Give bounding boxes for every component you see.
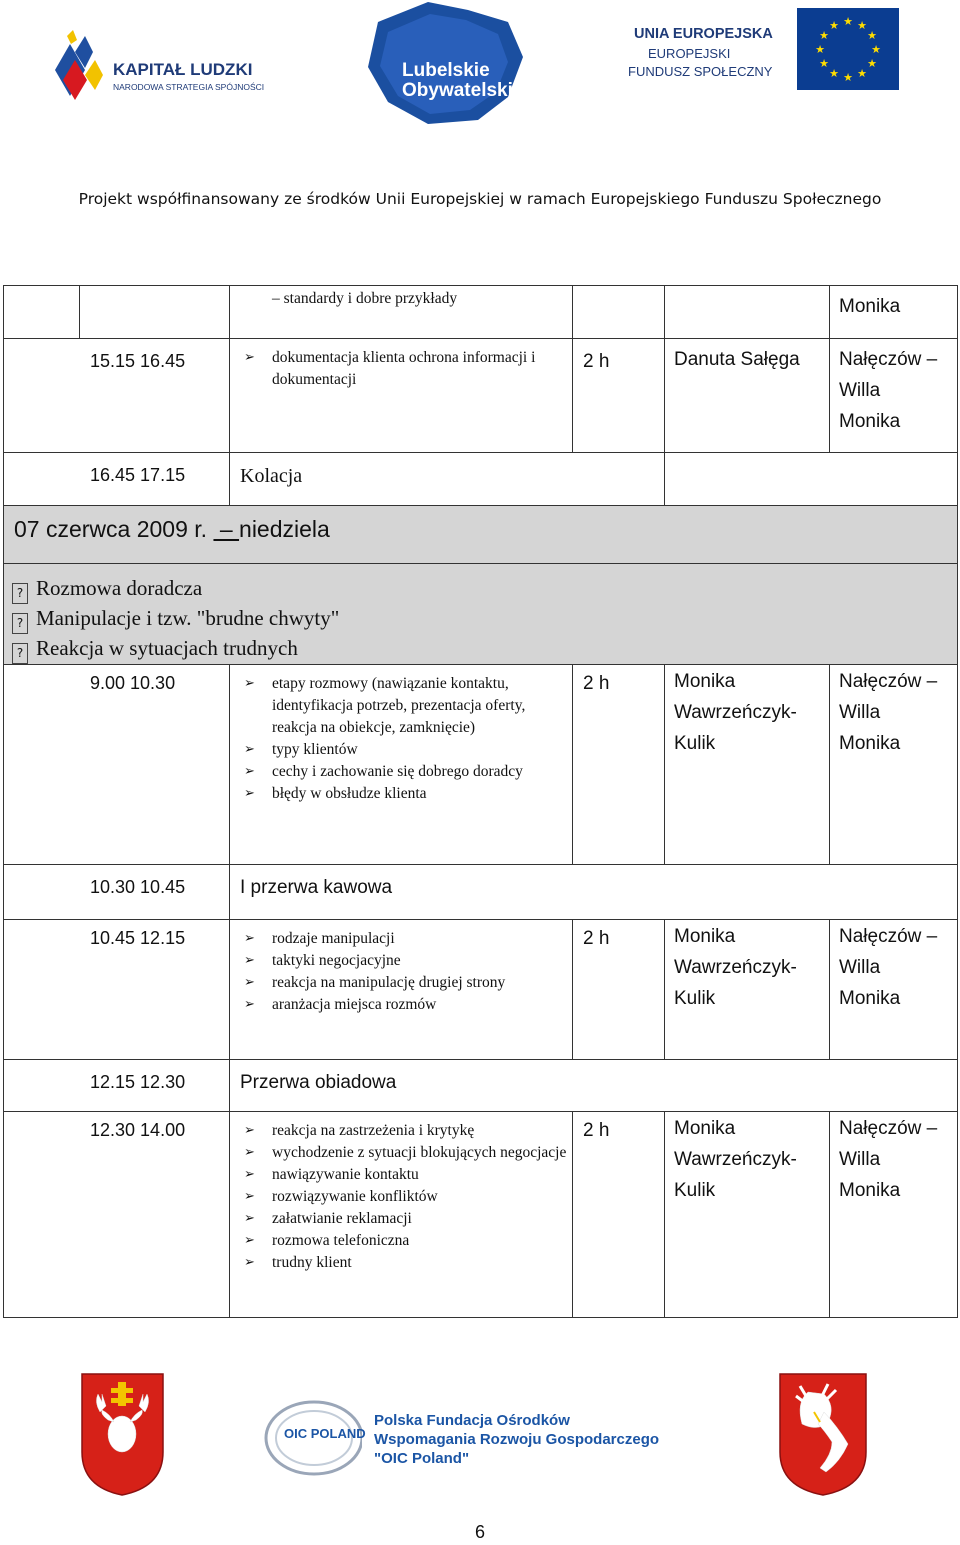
trainer-line: Wawrzeńczyk- <box>674 957 797 978</box>
break-label: I przerwa kawowa <box>230 865 958 920</box>
module-line: Manipulacje i tzw. "brudne chwyty" <box>36 606 340 630</box>
time-cell: 10.45 12.15 <box>4 920 230 1060</box>
table-row <box>4 1060 958 1112</box>
arrow-bullet-icon: ➢ <box>244 764 255 779</box>
arrow-bullet-icon: ➢ <box>244 1255 255 1270</box>
topic-item: ➢ rozwiązywanie konfliktów <box>240 1186 568 1208</box>
place-cell <box>830 665 958 865</box>
table-row <box>4 453 958 506</box>
trainer-line: Monika <box>674 926 736 947</box>
duration-cell: 2 h <box>573 339 665 453</box>
topic-item: ➢ reakcja na zastrzeżenia i krytykę <box>240 1120 568 1142</box>
day-header-row <box>4 506 958 564</box>
svg-text:★: ★ <box>829 19 839 32</box>
table-row <box>4 339 958 453</box>
arrow-bullet-icon: ➢ <box>244 1211 255 1226</box>
county-coat-of-arms-left <box>80 1372 165 1497</box>
table-row <box>4 286 958 339</box>
svg-text:★: ★ <box>819 57 829 70</box>
missing-glyph-icon: ? <box>12 583 28 604</box>
topic-list <box>240 673 568 805</box>
arrow-bullet-icon: ➢ <box>244 1145 255 1160</box>
topic-item: ➢ typy klientów <box>240 739 568 761</box>
topic-item: ➢ aranżacja miejsca rozmów <box>240 994 568 1016</box>
oic-line1: Polska Fundacja Ośrodków <box>374 1412 570 1429</box>
eu-flag-icon <box>797 8 899 90</box>
lubelskie-coat-of-arms-right <box>778 1372 868 1497</box>
trainer-line: Kulik <box>674 988 716 1009</box>
schedule-table <box>3 285 958 1318</box>
trainer-line: Monika <box>674 671 736 692</box>
arrow-bullet-icon: ➢ <box>244 953 255 968</box>
arrow-bullet-icon: ➢ <box>244 1167 255 1182</box>
place-line: Nałęczów – <box>839 349 938 370</box>
topic-list <box>240 347 568 391</box>
trainer-line: Kulik <box>674 733 716 754</box>
place-line: Monika <box>839 411 901 432</box>
topic-item: ➢ dokumentacja klienta ochrona informacji i dokumentacji <box>244 349 536 388</box>
ue-line2: EUROPEJSKI <box>648 46 731 61</box>
lubelskie-text: Lubelskie <box>402 60 490 81</box>
place-line: Nałęczów – <box>839 671 938 692</box>
trainer-cell <box>665 920 830 1060</box>
arrow-bullet-icon: ➢ <box>244 975 255 990</box>
break-label: Przerwa obiadowa <box>230 1060 958 1112</box>
topic-item: ➢ etapy rozmowy (nawiązanie kontaktu, identyfikacja potrzeb, prezentacja oferty, reakcja na obiekcje, zamknięcie) <box>244 675 526 736</box>
kapital-ludzki-title: KAPITAŁ LUDZKI <box>113 60 253 79</box>
place-line: Monika <box>839 733 901 754</box>
svg-text:★: ★ <box>829 67 839 80</box>
table-row <box>4 1112 958 1318</box>
project-cofinancing-text: Projekt współfinansowany ze środków Unii Europejskiej w ramach Europejskiego Funduszu Społecznego <box>78 190 882 208</box>
trainer-line: Monika <box>674 1118 736 1139</box>
svg-text:★: ★ <box>843 15 853 28</box>
arrow-bullet-icon: ➢ <box>244 786 255 801</box>
trainer-cell <box>665 1112 830 1318</box>
kapital-ludzki-subtitle: NARODOWA STRATEGIA SPÓJNOŚCI <box>113 82 265 92</box>
dash-glyph: – <box>213 516 240 542</box>
place-cell <box>830 920 958 1060</box>
trainer-line: Wawrzeńczyk- <box>674 1149 797 1170</box>
topic-item: ➢ reakcja na manipulację drugiej strony <box>240 972 568 994</box>
deer-coat-of-arms-icon <box>80 1372 165 1497</box>
module-header-row <box>4 564 958 665</box>
arrow-bullet-icon: ➢ <box>244 931 255 946</box>
ue-line1: UNIA EUROPEJSKA <box>634 26 773 42</box>
unia-europejska-logo <box>612 8 912 98</box>
topic-item: ➢ nawiązywanie kontaktu <box>240 1164 568 1186</box>
oic-line2: Wspomagania Rozwoju Gospodarczego <box>374 1431 660 1448</box>
table-row <box>4 920 958 1060</box>
svg-text:★: ★ <box>819 29 829 42</box>
trainer-cell: Danuta Sałęga <box>665 339 830 453</box>
time-cell: 12.15 12.30 <box>4 1060 230 1112</box>
place-line: Willa <box>839 1149 881 1170</box>
place-line: Willa <box>839 702 881 723</box>
place-cell <box>830 339 958 453</box>
trainer-line: Kulik <box>674 1180 716 1201</box>
svg-text:★: ★ <box>857 19 867 32</box>
page-number: 6 <box>474 1522 485 1542</box>
meal-label: Kolacja <box>230 453 665 506</box>
topic-item: ➢ załatwianie reklamacji <box>240 1208 568 1230</box>
place-line: Willa <box>839 957 881 978</box>
duration-cell: 2 h <box>573 665 665 865</box>
missing-glyph-icon: ? <box>12 613 28 634</box>
lubelskie-obywatelskie-logo <box>358 2 538 127</box>
trainer-line: Wawrzeńczyk- <box>674 702 797 723</box>
time-cell: 9.00 10.30 <box>4 665 230 865</box>
module-line: Reakcja w sytuacjach trudnych <box>36 636 298 660</box>
arrow-bullet-icon: ➢ <box>244 676 255 691</box>
svg-text:★: ★ <box>857 67 867 80</box>
place-line: Willa <box>839 380 881 401</box>
topic-item: ➢ błędy w obsłudze klienta <box>240 783 568 805</box>
time-cell: 10.30 10.45 <box>4 865 230 920</box>
arrow-bullet-icon: ➢ <box>244 1123 255 1138</box>
duration-cell: 2 h <box>573 920 665 1060</box>
kapital-ludzki-logo <box>55 30 285 110</box>
topic-item: ➢ rozmowa telefoniczna <box>240 1230 568 1252</box>
svg-text:★: ★ <box>871 43 881 56</box>
table-row <box>4 865 958 920</box>
topic-item: ➢ rodzaje manipulacji <box>240 928 568 950</box>
ue-line3: FUNDUSZ SPOŁECZNY <box>628 64 773 79</box>
svg-text:★: ★ <box>867 57 877 70</box>
trainer-cell <box>665 665 830 865</box>
topic-list <box>240 928 568 1016</box>
duration-cell: 2 h <box>573 1112 665 1318</box>
day-title <box>4 506 958 564</box>
time-cell: 15.15 16.45 <box>4 339 230 453</box>
place-line: Nałęczów – <box>839 926 938 947</box>
day-date: 07 czerwca 2009 r. <box>14 516 208 542</box>
oic-line3: "OIC Poland" <box>374 1450 470 1467</box>
module-line: Rozmowa doradcza <box>36 576 203 600</box>
stag-coat-of-arms-icon <box>778 1372 868 1497</box>
module-title <box>4 564 958 665</box>
table-row <box>4 665 958 865</box>
svg-text:★: ★ <box>815 43 825 56</box>
time-cell: 16.45 17.15 <box>4 453 230 506</box>
oic-poland-logo <box>262 1398 682 1476</box>
topic-item: ➢ trudny klient <box>240 1252 568 1274</box>
missing-glyph-icon: ? <box>12 643 28 664</box>
svg-text:★: ★ <box>867 29 877 42</box>
place-cell <box>830 286 958 339</box>
place-cell <box>830 1112 958 1318</box>
topic-list <box>240 1120 568 1274</box>
topic-item: ➢ taktyki negocjacyjne <box>240 950 568 972</box>
day-weekday: niedziela <box>239 516 330 542</box>
topic-item: ➢ cechy i zachowanie się dobrego doradcy <box>240 761 568 783</box>
topic-item: ➢ wychodzenie z sytuacji blokujących negocjacje <box>240 1142 568 1164</box>
topic-item: standardy i dobre przykłady <box>283 290 458 307</box>
svg-text:★: ★ <box>843 71 853 84</box>
arrow-bullet-icon: ➢ <box>244 350 255 365</box>
place-line: Monika <box>839 1180 901 1201</box>
arrow-bullet-icon: ➢ <box>244 997 255 1012</box>
arrow-bullet-icon: ➢ <box>244 1233 255 1248</box>
arrow-bullet-icon: ➢ <box>244 1189 255 1204</box>
place-line: Monika <box>839 296 901 317</box>
obywatelskie-text: Obywatelskie <box>402 80 524 101</box>
arrow-bullet-icon: ➢ <box>244 742 255 757</box>
dash-glyph: – <box>272 290 284 307</box>
time-cell: 12.30 14.00 <box>4 1112 230 1318</box>
oic-emblem-text: OIC POLAND <box>284 1426 366 1441</box>
place-line: Monika <box>839 988 901 1009</box>
place-line: Nałęczów – <box>839 1118 938 1139</box>
